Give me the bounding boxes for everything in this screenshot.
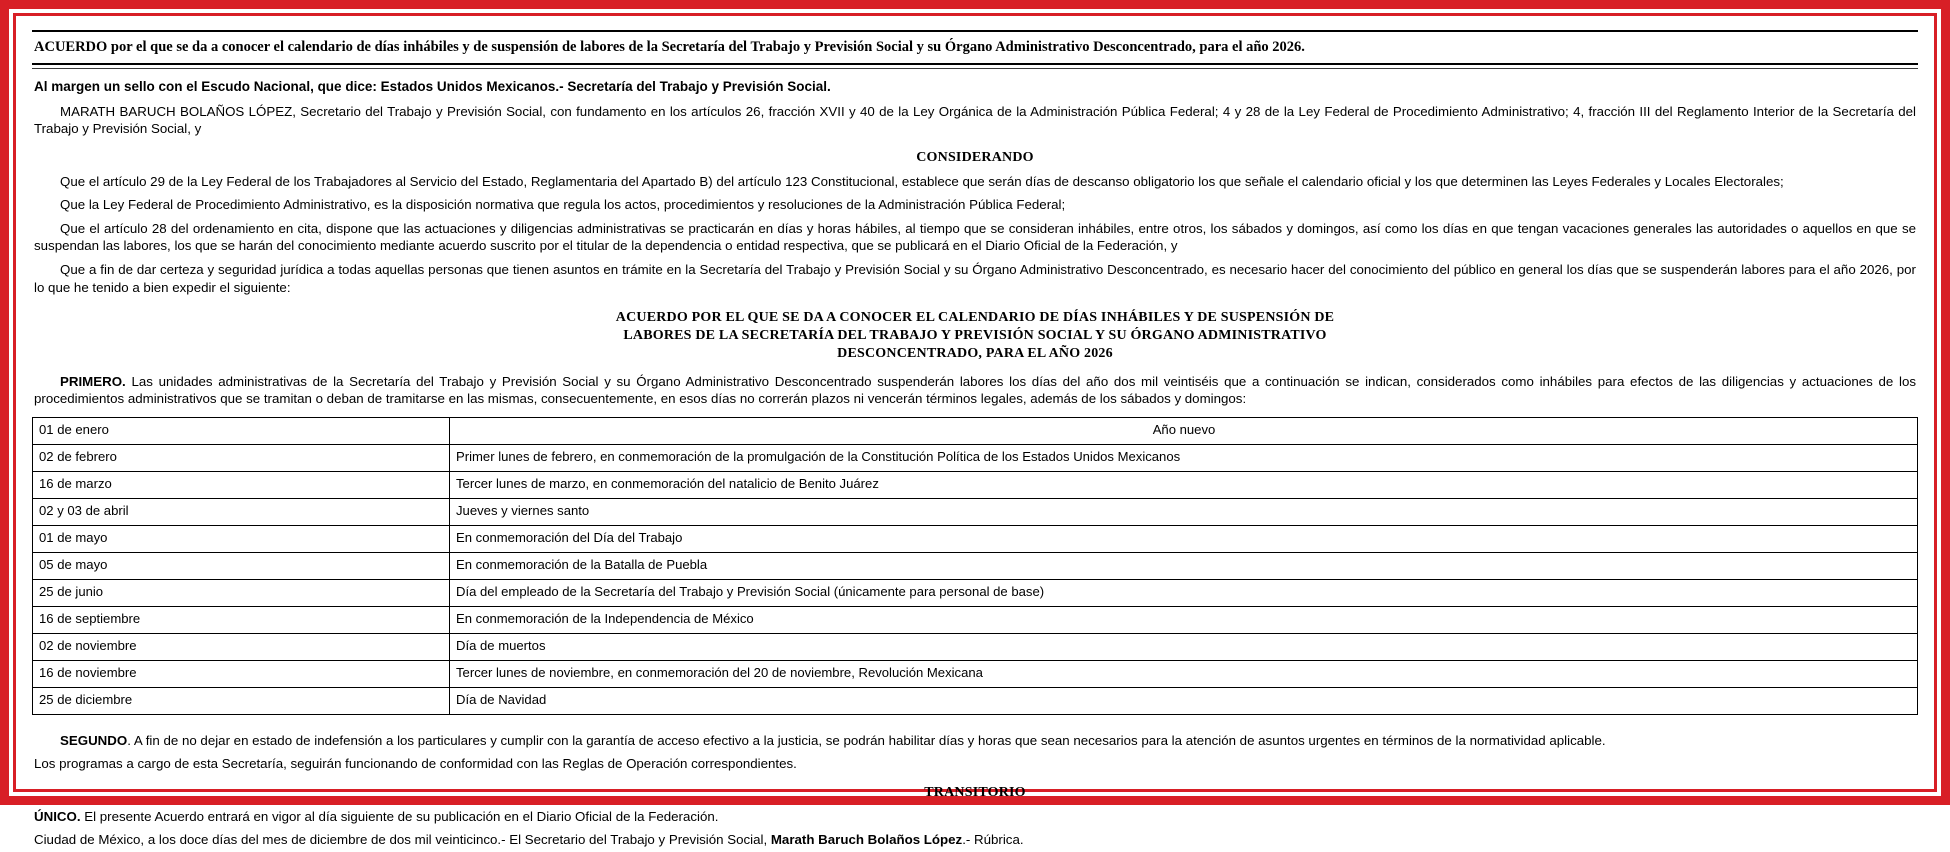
inhabiles-days-table	[32, 417, 1918, 715]
table-row	[33, 417, 1918, 444]
page-red-frame-inner	[13, 13, 1937, 848]
table-row	[33, 525, 1918, 552]
acuerdo-heading-line-3: DESCONCENTRADO, PARA EL AÑO 2026	[837, 346, 1113, 362]
considerando-heading: CONSIDERANDO	[916, 149, 1034, 165]
cell-description: Día del empleado de la Secretaría del Trabajo y Previsión Social (únicamente para personal de base)	[450, 579, 1918, 606]
cell-date: 16 de septiembre	[33, 606, 450, 633]
signature-suffix: .- Rúbrica.	[962, 832, 1024, 848]
margin-seal-note: Al margen un sello con el Escudo Nacional, que dice: Estados Unidos Mexicanos.- Secretaría del Trabajo y Previsión Social.	[34, 79, 831, 95]
considerando-item-3: Que el artículo 28 del ordenamiento en cita, dispone que las actuaciones y diligencias administrativas se practicarán en días y horas hábiles, al tiempo que se consideran inhábiles, entre otros, los sábados y domingos, así como los días en que tengan vacaciones generales las autoridades o aquellos en que se suspendan las labores, los que se harán del conocimiento mediante acuerdo suscrito por el titular de la dependencia o entidad respectiva, que se publicará en el Diario Oficial de la Federación, y	[34, 220, 1916, 254]
cell-date: 16 de marzo	[33, 471, 450, 498]
cell-description: Tercer lunes de noviembre, en conmemoración del 20 de noviembre, Revolución Mexicana	[450, 660, 1918, 687]
primero-text: Las unidades administrativas de la Secretaría del Trabajo y Previsión Social y su Órgano Administrativo Desconcentrado suspenderán labores los días del año dos mil veintiséis que a continuación se indican, considerados como inhábiles para efectos de las diligencias y actuaciones de los procedimientos administrativos que se tramitan o deban de tramitarse en las mismas, consecuentemente, en esos días no correrán plazos ni vencerán términos legales, además de los sábados y domingos:	[34, 373, 1916, 407]
cell-date: 02 de noviembre	[33, 633, 450, 660]
table-row	[33, 444, 1918, 471]
table-row	[33, 633, 1918, 660]
table-row	[33, 471, 1918, 498]
table-row	[33, 579, 1918, 606]
segundo-text: . A fin de no dejar en estado de indefensión a los particulares y cumplir con la garantía de acceso efectivo a la justicia, se podrán habilitar días y horas que sean necesarios para la atención de asuntos urgentes en términos de la normatividad aplicable.	[127, 732, 1606, 748]
closing-section	[32, 719, 1918, 852]
table-row	[33, 660, 1918, 687]
signatory-name: Marath Baruch Bolaños López	[770, 832, 963, 848]
page-title: ACUERDO por el que se da a conocer el calendario de días inhábiles y de suspensión de labores de la Secretaría del Trabajo y Previsión Social y su Órgano Administrativo Desconcentrado, para el año 2026.	[34, 39, 1305, 55]
cell-description: Jueves y viernes santo	[450, 498, 1918, 525]
title-rule-bottom	[32, 63, 1918, 65]
unico-text: El presente Acuerdo entrará en vigor al día siguiente de su publicación en el Diario Oficial de la Federación.	[80, 808, 719, 824]
preamble-paragraph: MARATH BARUCH BOLAÑOS LÓPEZ, Secretario del Trabajo y Previsión Social, con fundamento en los artículos 26, fracción XVII y 40 de la Ley Orgánica de la Administración Pública Federal; 4 y 28 de la Ley Federal de Procedimiento Administrativo; 4, fracción III del Reglamento Interior de la Secretaría del Trabajo y Previsión Social, y	[34, 103, 1916, 137]
segundo-paragraph	[32, 729, 1918, 753]
considerando-item-2: Que la Ley Federal de Procedimiento Administrativo, es la disposición normativa que regula los actos, procedimientos y resoluciones de la Administración Pública Federal;	[60, 197, 1066, 213]
primero-label: PRIMERO.	[60, 373, 126, 389]
considerando-item-1: Que el artículo 29 de la Ley Federal de los Trabajadores al Servicio del Estado, Reglamentaria del Apartado B) del artículo 123 Constitucional, establece que serán días de descanso obligatorio los que señale el calendario oficial y los que determinen las Leyes Federales y Locales Electorales;	[60, 173, 1784, 189]
considerando-item-4: Que a fin de dar certeza y seguridad jurídica a todas aquellas personas que tienen asuntos en trámite en la Secretaría del Trabajo y Previsión Social y su Órgano Administrativo Desconcentrado, es necesario hacer del conocimiento del público en general los días que se suspenderán labores para el año 2026, por lo que he tenido a bien expedir el siguiente:	[34, 261, 1916, 295]
cell-description: Primer lunes de febrero, en conmemoración de la promulgación de la Constitución Política de los Estados Unidos Mexicanos	[450, 444, 1918, 471]
cell-date: 25 de diciembre	[33, 687, 450, 714]
days-table-body	[33, 417, 1918, 714]
cell-date: 05 de mayo	[33, 552, 450, 579]
table-row	[33, 552, 1918, 579]
cell-description: En conmemoración de la Batalla de Puebla	[450, 552, 1918, 579]
transitorio-heading: TRANSITORIO	[924, 784, 1026, 800]
cell-description: En conmemoración del Día del Trabajo	[450, 525, 1918, 552]
cell-description: En conmemoración de la Independencia de México	[450, 606, 1918, 633]
cell-date: 25 de junio	[33, 579, 450, 606]
cell-date: 02 de febrero	[33, 444, 450, 471]
cell-date: 02 y 03 de abril	[33, 498, 450, 525]
acuerdo-heading-line-2: LABORES DE LA SECRETARÍA DEL TRABAJO Y PREVISIÓN SOCIAL Y SU ÓRGANO ADMINISTRATIVO	[623, 328, 1327, 344]
table-row	[33, 498, 1918, 525]
segundo-label: SEGUNDO	[60, 732, 128, 748]
cell-date: 16 de noviembre	[33, 660, 450, 687]
cell-date: 01 de enero	[33, 417, 450, 444]
cell-date: 01 de mayo	[33, 525, 450, 552]
signature-prefix: Ciudad de México, a los doce días del mes de diciembre de dos mil veinticinco.- El Secretario del Trabajo y Previsión Social,	[34, 832, 771, 848]
acuerdo-heading	[32, 299, 1918, 370]
unico-label: ÚNICO.	[34, 808, 81, 824]
table-row	[33, 687, 1918, 714]
unico-paragraph	[32, 805, 1918, 829]
table-row	[33, 606, 1918, 633]
primero-paragraph	[32, 370, 1918, 411]
signature-paragraph	[32, 828, 1918, 852]
programas-paragraph: Los programas a cargo de esta Secretaría, seguirán funcionando de conformidad con las Reglas de Operación correspondientes.	[34, 756, 797, 772]
cell-description: Día de Navidad	[450, 687, 1918, 714]
cell-description: Tercer lunes de marzo, en conmemoración del natalicio de Benito Juárez	[450, 471, 1918, 498]
cell-description: Año nuevo	[450, 417, 1918, 444]
acuerdo-heading-line-1: ACUERDO POR EL QUE SE DA A CONOCER EL CALENDARIO DE DÍAS INHÁBILES Y DE SUSPENSIÓN DE	[615, 310, 1335, 326]
cell-description: Día de muertos	[450, 633, 1918, 660]
document-sheet	[32, 30, 1918, 848]
